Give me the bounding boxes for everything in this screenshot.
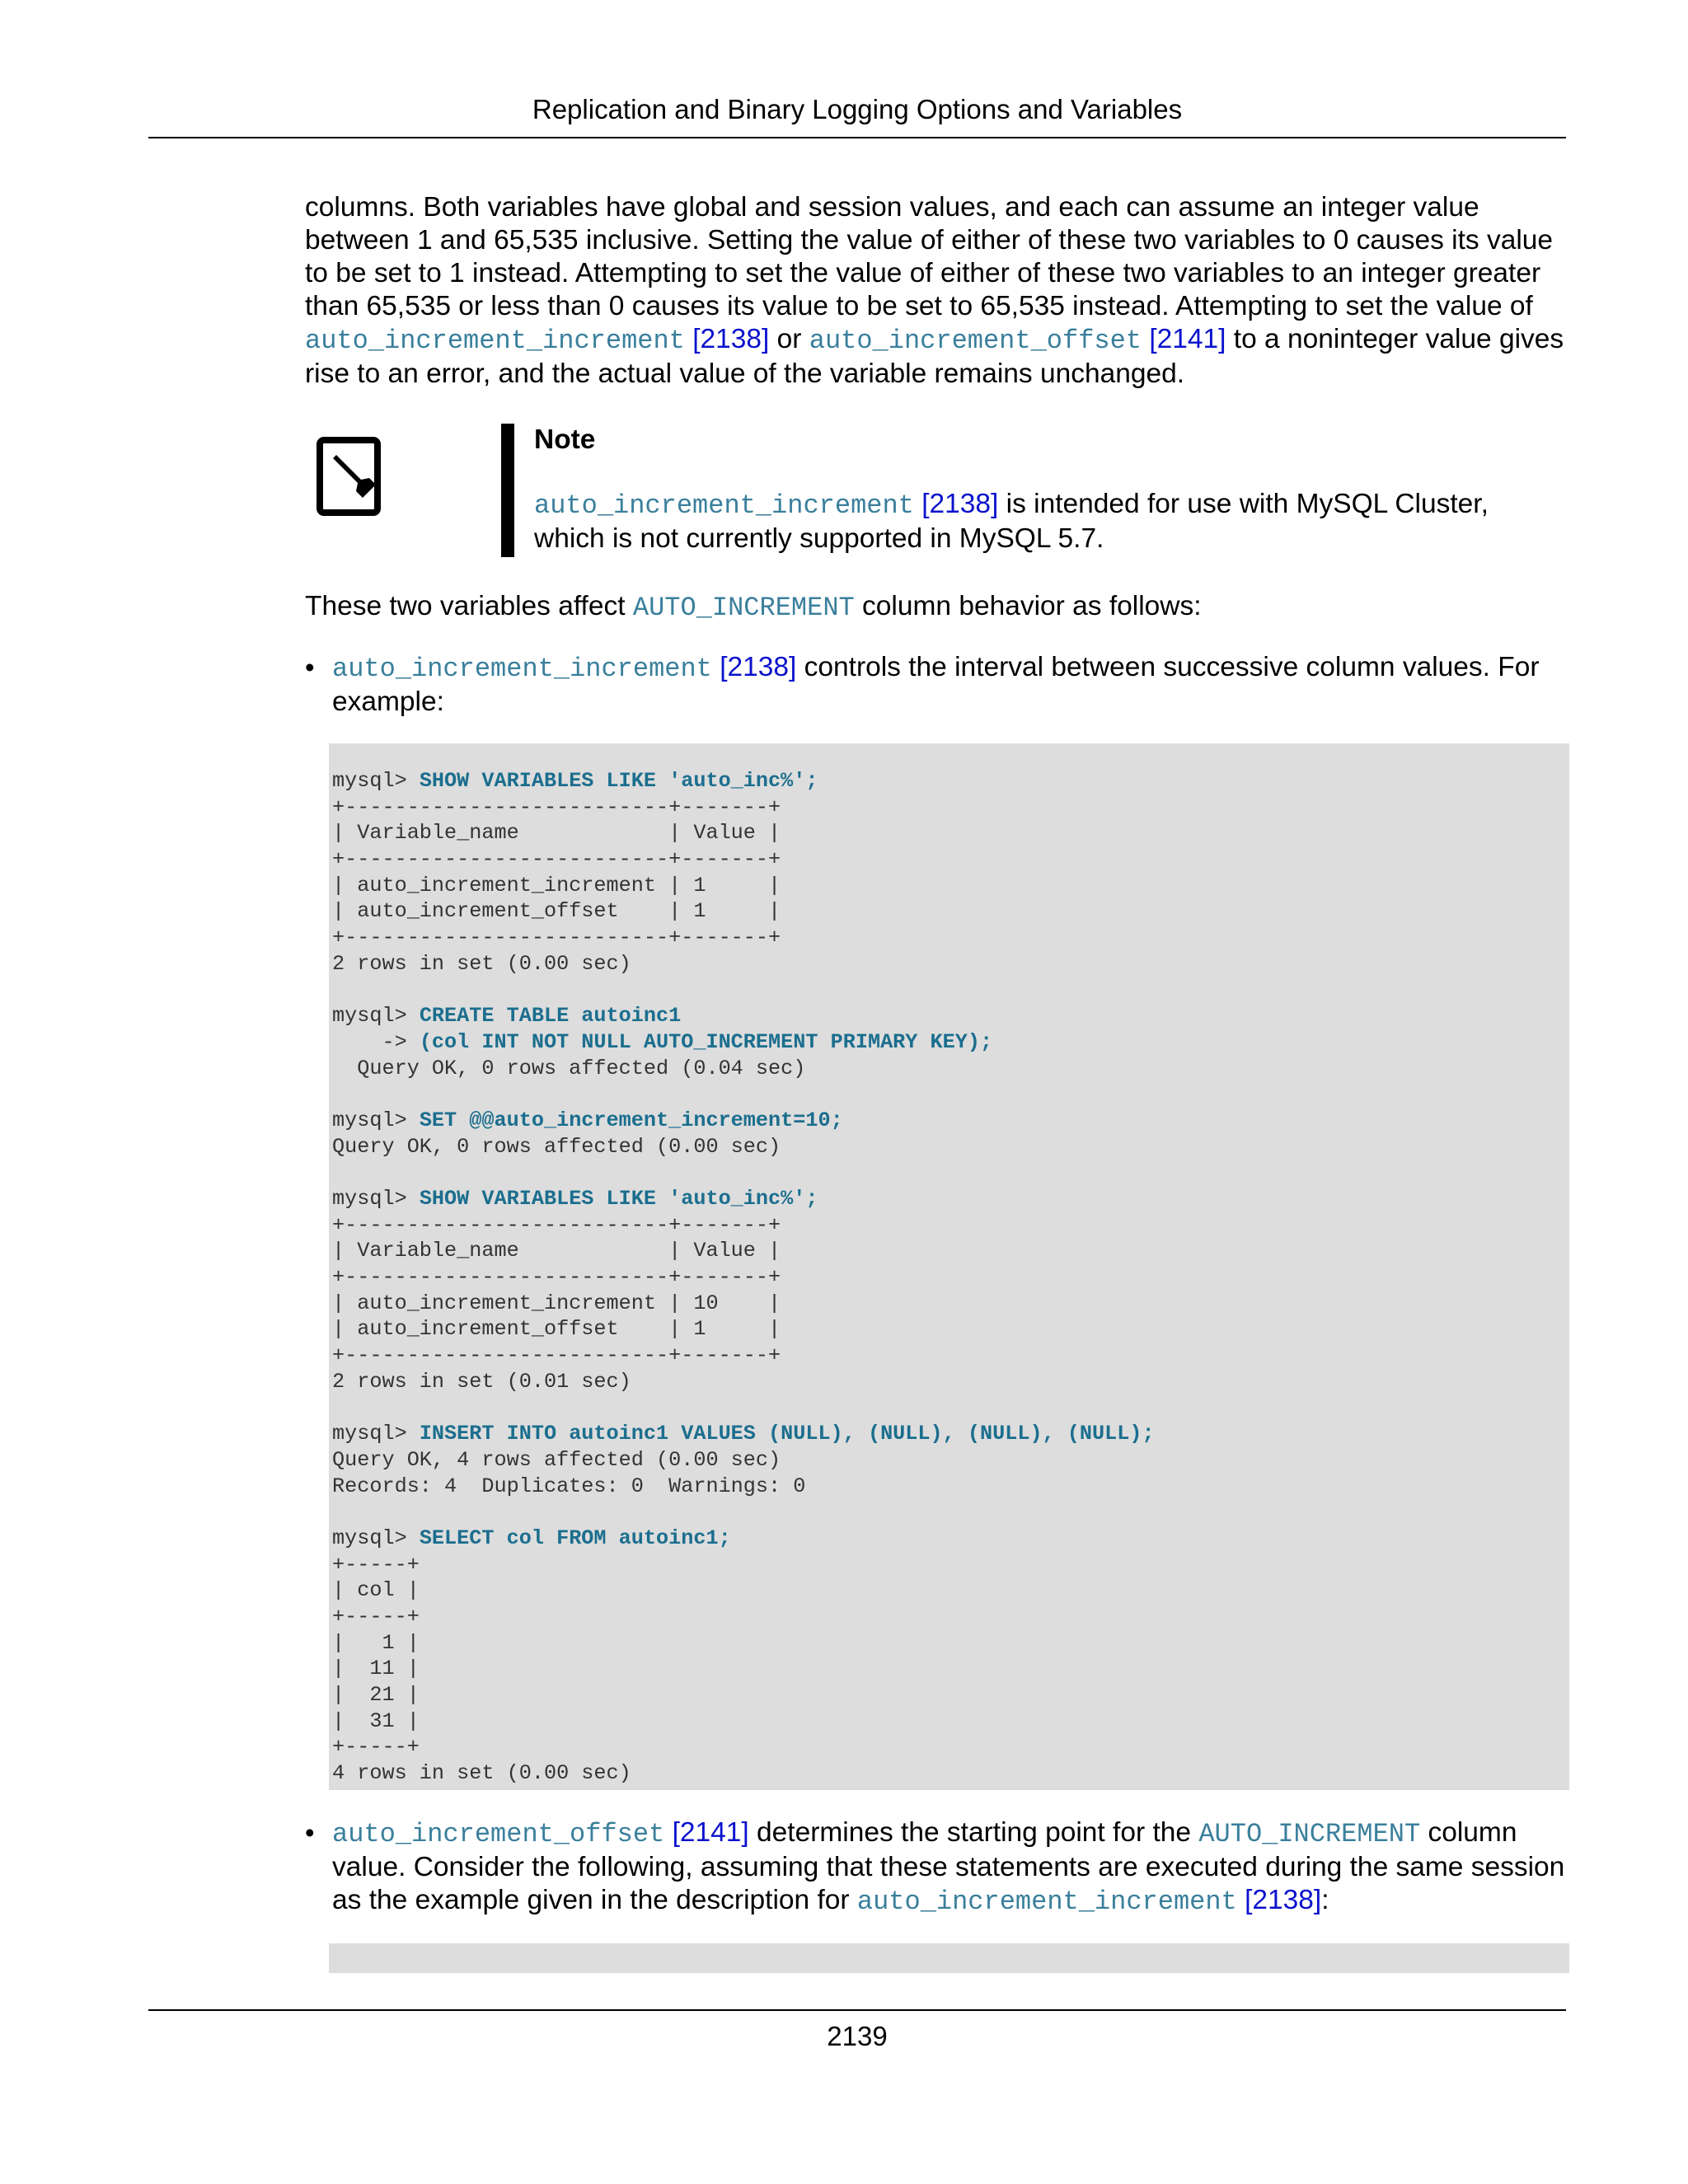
note-title: Note bbox=[534, 424, 596, 455]
header-rule bbox=[148, 137, 1566, 138]
code-line bbox=[332, 1212, 1566, 1239]
code-output: +--------------------------+-------+ bbox=[332, 1265, 781, 1290]
note-bar bbox=[501, 424, 514, 557]
behavior-paragraph bbox=[305, 590, 1566, 625]
code-output: +--------------------------+-------+ bbox=[332, 1343, 781, 1368]
code-output: +--------------------------+-------+ bbox=[332, 1212, 781, 1237]
code-line bbox=[332, 1447, 1566, 1474]
code-line bbox=[332, 1760, 1566, 1787]
code-line bbox=[332, 1081, 1566, 1108]
code-line bbox=[332, 1343, 1566, 1369]
code-output: mysql> bbox=[332, 1422, 420, 1446]
intro-text-2: or bbox=[769, 324, 809, 354]
code-line bbox=[332, 977, 1566, 1004]
para2-text-1: These two variables affect bbox=[305, 591, 633, 621]
intro-paragraph bbox=[305, 191, 1566, 391]
code-line bbox=[332, 1604, 1566, 1630]
code-command: SHOW VARIABLES LIKE 'auto_inc%'; bbox=[419, 1187, 818, 1211]
code-line bbox=[332, 1316, 1566, 1343]
code-line bbox=[332, 1160, 1566, 1186]
code-output: | Variable_name | Value | bbox=[332, 1239, 781, 1263]
code-output: -> bbox=[332, 1029, 420, 1054]
code-output: mysql> bbox=[332, 1004, 420, 1029]
bullet2-var: auto_increment_offset bbox=[332, 1818, 665, 1849]
bullet1-text: controls the interval between successive column values. For example: bbox=[332, 652, 1540, 717]
code-line bbox=[332, 873, 1566, 899]
code-output: | 11 | bbox=[332, 1657, 420, 1681]
intro-text-1: columns. Both variables have global and session values, and each can assume an integer value between 1 and 65,535 inclusive. Setting the value of either of these two variables to 0 causes its value to be set to 1 instead. Attempting to set the value of either of these two variables to an integer greater than 65,535 or less than 0 causes its value to be set to 65,535 instead. Attempting to set the value of bbox=[305, 192, 1554, 321]
code-output: | 31 | bbox=[332, 1708, 420, 1733]
bullet2-text-3: : bbox=[1321, 1884, 1329, 1915]
code-line bbox=[332, 768, 1566, 794]
code-output: | auto_increment_offset | 1 | bbox=[332, 1317, 781, 1342]
bullet2-keyword: AUTO_INCREMENT bbox=[1198, 1818, 1421, 1849]
bullet2-text-1: determines the starting point for the bbox=[748, 1816, 1199, 1848]
code-line bbox=[332, 820, 1566, 846]
code-output: +-----+ bbox=[332, 1552, 420, 1577]
code-output: | auto_increment_increment | 1 | bbox=[332, 873, 781, 898]
code-line bbox=[332, 1134, 1566, 1160]
code-output: | col | bbox=[332, 1578, 420, 1603]
bullet2-ref-link[interactable]: [2141] bbox=[672, 1816, 749, 1848]
code-line bbox=[332, 1499, 1566, 1526]
para2-text-2: column behavior as follows: bbox=[854, 591, 1202, 621]
page-header: Replication and Binary Logging Options and Variables bbox=[532, 94, 1183, 124]
bullet1-var: auto_increment_increment bbox=[332, 654, 712, 684]
note-icon bbox=[316, 437, 384, 516]
code-output: | 1 | bbox=[332, 1630, 420, 1655]
code-output: +-----+ bbox=[332, 1735, 420, 1760]
code-output: +--------------------------+-------+ bbox=[332, 847, 781, 872]
code-command: SELECT col FROM autoinc1; bbox=[419, 1526, 731, 1550]
code-output: | Variable_name | Value | bbox=[332, 821, 781, 846]
footer-rule bbox=[148, 2009, 1566, 2011]
code-line bbox=[332, 951, 1566, 977]
code-line bbox=[332, 1708, 1566, 1735]
code-line bbox=[332, 898, 1566, 925]
code-block-continued bbox=[329, 1943, 1569, 1973]
code-line bbox=[332, 1421, 1566, 1447]
code-output: 2 rows in set (0.01 sec) bbox=[332, 1369, 631, 1394]
auto-increment-keyword: AUTO_INCREMENT bbox=[632, 593, 855, 623]
var-auto-increment-offset: auto_increment_offset bbox=[809, 326, 1142, 356]
code-output: | auto_increment_increment | 10 | bbox=[332, 1291, 781, 1315]
code-command: INSERT INTO autoinc1 VALUES (NULL), (NULL), (NULL), (NULL); bbox=[419, 1422, 1155, 1446]
bullet2-ref2-link[interactable]: [2138] bbox=[1245, 1884, 1322, 1915]
code-line bbox=[332, 925, 1566, 951]
code-line bbox=[332, 1003, 1566, 1029]
code-line bbox=[332, 1108, 1566, 1134]
note-body bbox=[534, 488, 1556, 555]
intro-text-3: to a noninteger value gives rise to an error, and the actual value of the variable remains unchanged. bbox=[305, 324, 1564, 389]
code-output: mysql> bbox=[332, 1187, 420, 1211]
note-ref-link[interactable]: [2138] bbox=[921, 489, 999, 519]
ref-link-2141[interactable]: [2141] bbox=[1149, 324, 1226, 354]
bullet2-var2: auto_increment_increment bbox=[856, 1886, 1237, 1917]
code-line bbox=[332, 846, 1566, 873]
code-block-example bbox=[329, 743, 1569, 1790]
code-command: SET @@auto_increment_increment=10; bbox=[419, 1108, 843, 1132]
code-output: +--------------------------+-------+ bbox=[332, 794, 781, 819]
code-output: | auto_increment_offset | 1 | bbox=[332, 899, 781, 924]
code-line bbox=[332, 1474, 1566, 1500]
code-output: mysql> bbox=[332, 769, 420, 793]
code-line bbox=[332, 1630, 1566, 1657]
code-line bbox=[332, 1395, 1566, 1422]
code-output: 2 rows in set (0.00 sec) bbox=[332, 951, 631, 976]
code-line bbox=[332, 1734, 1566, 1760]
code-output: mysql> bbox=[332, 1108, 420, 1132]
code-line bbox=[332, 1682, 1566, 1708]
bullet-item-offset bbox=[305, 1816, 1566, 1919]
code-output: +--------------------------+-------+ bbox=[332, 926, 781, 950]
code-output: | 21 | bbox=[332, 1683, 420, 1708]
page-content bbox=[305, 191, 1566, 1973]
var-auto-increment-increment: auto_increment_increment bbox=[305, 326, 685, 356]
code-line bbox=[332, 1186, 1566, 1212]
ref-link-2138[interactable]: [2138] bbox=[692, 324, 770, 354]
code-output: 4 rows in set (0.00 sec) bbox=[332, 1761, 631, 1786]
code-line bbox=[332, 1238, 1566, 1264]
bullet-item-increment bbox=[305, 651, 1566, 719]
code-line bbox=[332, 794, 1566, 821]
code-command: SHOW VARIABLES LIKE 'auto_inc%'; bbox=[419, 769, 818, 793]
note-var: auto_increment_increment bbox=[534, 490, 914, 521]
code-output: Query OK, 4 rows affected (0.00 sec) bbox=[332, 1447, 781, 1472]
code-line bbox=[332, 1656, 1566, 1682]
code-line bbox=[332, 1369, 1566, 1395]
code-line bbox=[332, 1552, 1566, 1578]
code-line bbox=[332, 1577, 1566, 1604]
code-output: Query OK, 0 rows affected (0.00 sec) bbox=[332, 1134, 781, 1159]
code-line bbox=[332, 1264, 1566, 1291]
code-command: (col INT NOT NULL AUTO_INCREMENT PRIMARY KEY); bbox=[419, 1029, 993, 1054]
code-output: Query OK, 0 rows affected (0.04 sec) bbox=[332, 1056, 806, 1080]
code-line bbox=[332, 1526, 1566, 1552]
note-text: is intended for use with MySQL Cluster, which is not currently supported in MySQL 5.7. bbox=[534, 489, 1489, 554]
code-output: mysql> bbox=[332, 1526, 420, 1550]
bullet2-text-2: column value. Consider the following, assuming that these statements are executed during the same session as the example given in the description for bbox=[332, 1816, 1565, 1915]
bullet1-ref-link[interactable]: [2138] bbox=[720, 652, 797, 682]
code-line bbox=[332, 1029, 1566, 1056]
page-number: 2139 bbox=[827, 2021, 888, 2051]
code-line bbox=[332, 1291, 1566, 1317]
code-command: CREATE TABLE autoinc1 bbox=[419, 1004, 682, 1029]
code-line bbox=[332, 1056, 1566, 1082]
code-output: Records: 4 Duplicates: 0 Warnings: 0 bbox=[332, 1474, 806, 1498]
note-box bbox=[305, 424, 1566, 557]
code-output: +-----+ bbox=[332, 1605, 420, 1629]
